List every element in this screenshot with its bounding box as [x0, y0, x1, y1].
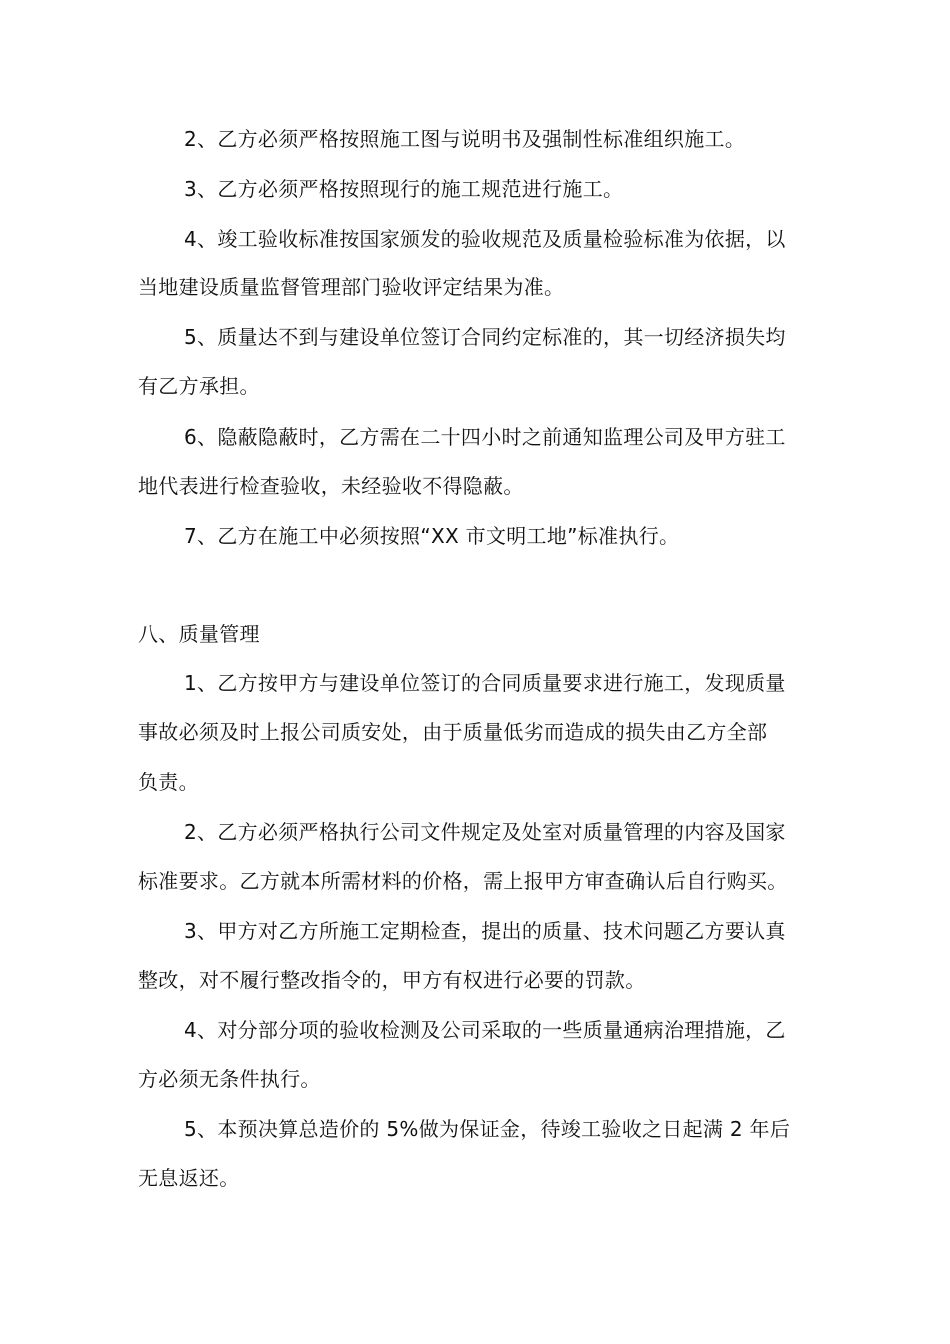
clause-8-1-line2: 事故必须及时上报公司质安处，由于质量低劣而造成的损失由乙方全部: [138, 720, 768, 744]
clause-8-3-line1: 3、甲方对乙方所施工定期检查，提出的质量、技术问题乙方要认真: [184, 919, 786, 943]
clause-7-7: 7、乙方在施工中必须按照“XX 市文明工地”标准执行。: [184, 524, 680, 548]
clause-7-6-line1: 6、隐蔽隐蔽时，乙方需在二十四小时之前通知监理公司及甲方驻工: [184, 425, 786, 449]
clause-7-4-line1: 4、竣工验收标准按国家颁发的验收规范及质量检验标准为依据，以: [184, 227, 786, 251]
clause-7-4-line2: 当地建设质量监督管理部门验收评定结果为准。: [138, 275, 565, 299]
clause-8-1-line1: 1、乙方按甲方与建设单位签订的合同质量要求进行施工，发现质量: [184, 671, 786, 695]
clause-8-4-line1: 4、对分部分项的验收检测及公司采取的一些质量通病治理措施，乙: [184, 1018, 786, 1042]
clause-7-5-line2: 有乙方承担。: [138, 374, 260, 398]
clause-8-4-line2: 方必须无条件执行。: [138, 1067, 321, 1091]
clause-7-5-line1: 5、质量达不到与建设单位签订合同约定标准的，其一切经济损失均: [184, 325, 786, 349]
clause-7-3: 3、乙方必须严格按照现行的施工规范进行施工。: [184, 177, 624, 201]
clause-8-3-line2: 整改，对不履行整改指令的，甲方有权进行必要的罚款。: [138, 968, 646, 992]
clause-8-2-line2: 标准要求。乙方就本所需材料的价格，需上报甲方审查确认后自行购买。: [138, 869, 788, 893]
clause-8-1-line3: 负责。: [138, 770, 199, 794]
section-heading-8: 八、质量管理: [138, 622, 260, 646]
clause-7-6-line2: 地代表进行检查验收，未经验收不得隐蔽。: [138, 474, 524, 498]
clause-8-5-line1: 5、本预决算总造价的 5%做为保证金，待竣工验收之日起满 2 年后: [184, 1117, 791, 1141]
clause-8-2-line1: 2、乙方必须严格执行公司文件规定及处室对质量管理的内容及国家: [184, 820, 786, 844]
clause-8-5-line2: 无息返还。: [138, 1166, 240, 1190]
clause-7-2: 2、乙方必须严格按照施工图与说明书及强制性标准组织施工。: [184, 127, 746, 151]
